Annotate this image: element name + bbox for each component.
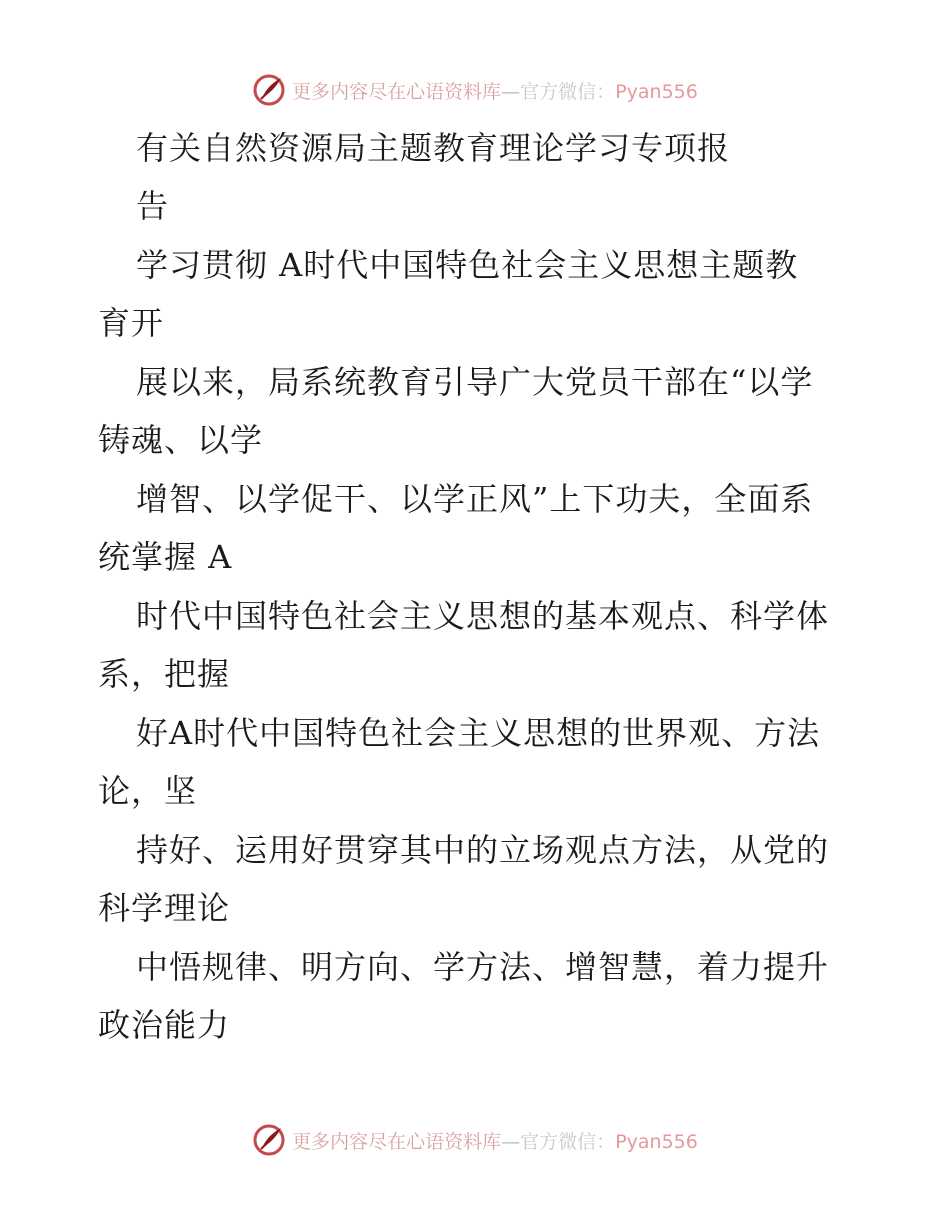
header-watermark: [0, 70, 950, 110]
text-line: 系，把握: [98, 655, 231, 693]
text-line: 科学理论: [98, 889, 231, 927]
title-line-1: 有关自然资源局主题教育理论学习专项报: [136, 129, 731, 167]
text-line: 学习贯彻 A时代中国特色社会主义思想主题教: [136, 246, 799, 284]
text-line: 铸魂、以学: [98, 421, 264, 459]
watermark-text: [292, 77, 698, 104]
quill-logo-icon: [252, 1123, 286, 1157]
watermark-dash: —: [501, 80, 521, 103]
text-line: 展以来，局系统教育引导广大党员干部在“以学: [136, 363, 814, 401]
watermark-wechat-label: 官方微信：: [520, 1130, 616, 1153]
watermark-dash: —: [501, 1130, 521, 1153]
text-line: 育开: [98, 304, 165, 342]
text-line: 政治能力: [98, 1006, 231, 1044]
title-line-2: 告: [136, 187, 170, 225]
quill-logo-icon: [252, 73, 286, 107]
watermark-wechat-id: Pyan556: [615, 1130, 698, 1153]
text-line: 时代中国特色社会主义思想的基本观点、科学体: [136, 597, 830, 635]
text-line: 中悟规律、明方向、学方法、增智慧，着力提升: [136, 948, 830, 986]
watermark-wechat-label: 官方微信：: [520, 80, 616, 103]
footer-watermark: [0, 1120, 950, 1160]
watermark-wechat-id: Pyan556: [615, 80, 698, 103]
text-line: 统掌握 A: [98, 538, 233, 576]
text-line: 增智、以学促干、以学正风”上下功夫，全面系: [136, 480, 814, 518]
text-line: 好A时代中国特色社会主义思想的世界观、方法: [136, 714, 821, 752]
watermark-site: 更多内容尽在心语资料库: [292, 1130, 502, 1153]
watermark-text: [292, 1127, 698, 1154]
watermark-site: 更多内容尽在心语资料库: [292, 80, 502, 103]
text-line: 持好、运用好贯穿其中的立场观点方法，从党的: [136, 831, 830, 869]
text-line: 论，坚: [98, 772, 198, 810]
